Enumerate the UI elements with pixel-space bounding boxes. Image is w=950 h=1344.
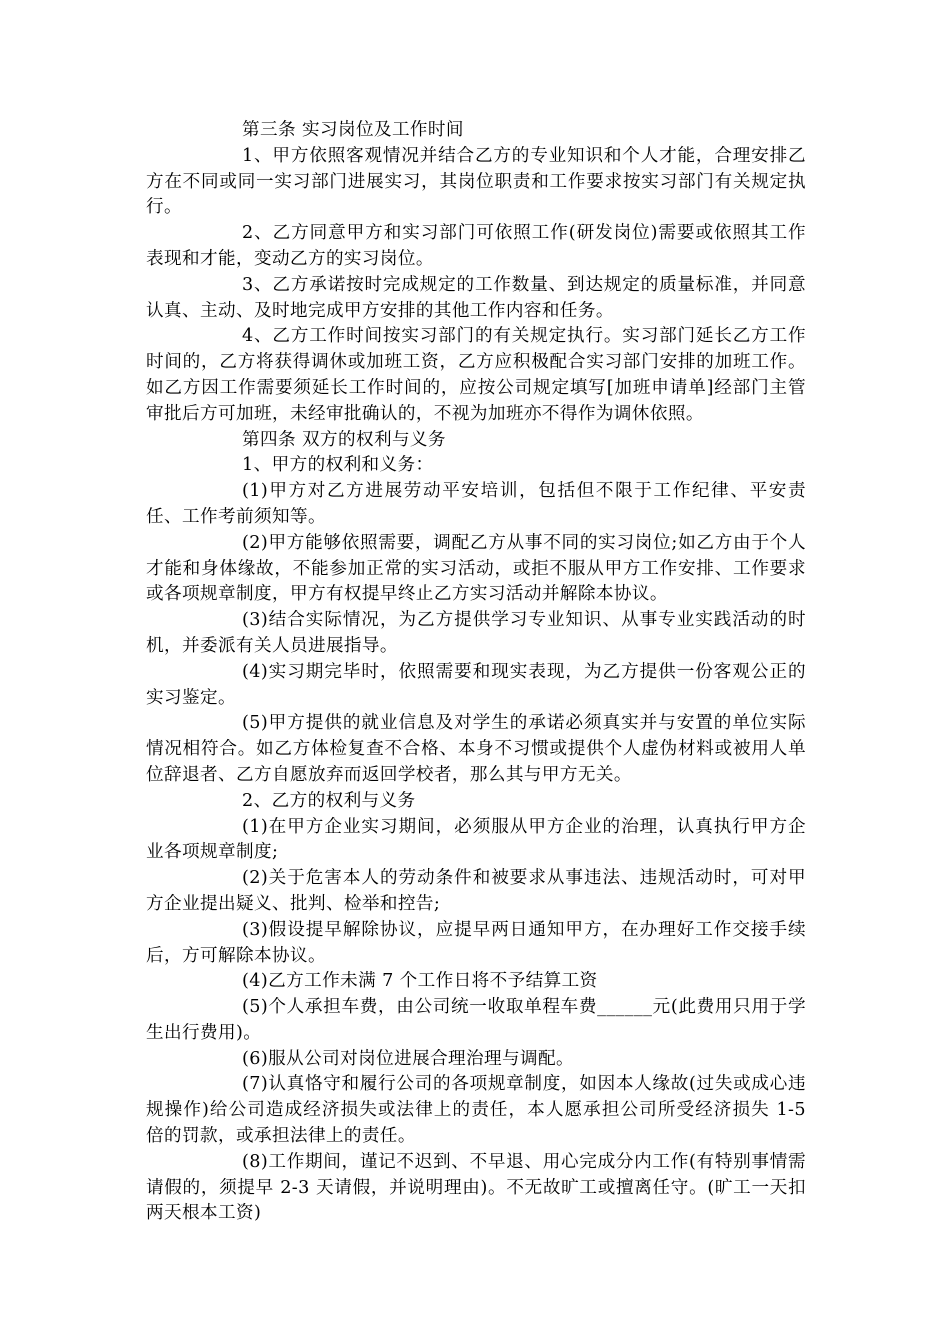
party-a-item-4: (4)实习期完毕时，依照需要和现实表现，为乙方提供一份客观公正的实习鉴定。 (146, 661, 806, 708)
party-b-item-3: (3)假设提早解除协议，应提早两日通知甲方，在办理好工作交接手续后，方可解除本协议。 (146, 919, 806, 966)
party-a-item-2: (2)甲方能够依照需要，调配乙方从事不同的实习岗位;如乙方由于个人才能和身体缘故，不能参加正常的实习活动，或拒不服从甲方工作安排、工作要求或各项规章制度，甲方有权提早终止乙方实习活动并解除本协议。 (146, 532, 806, 605)
article-3-clause-3: 3、乙方承诺按时完成规定的工作数量、到达规定的质量标准，并同意认真、主动、及时地完成甲方安排的其他工作内容和任务。 (146, 274, 806, 321)
article-4-heading: 第四条 双方的权利与义务 (242, 429, 446, 450)
party-b-item-8: (8)工作期间，谨记不迟到、不早退、用心完成分内工作(有特别事情需请假的，须提早 2-3 天请假，并说明理由)。不无故旷工或擅离任守。(旷工一天扣两天根本工资) (146, 1151, 806, 1224)
party-b-item-1: (1)在甲方企业实习期间，必须服从甲方企业的治理，认真执行甲方企业各项规章制度; (146, 816, 806, 863)
document-body (146, 118, 806, 1227)
party-b-item-7: (7)认真恪守和履行公司的各项规章制度，如因本人缘故(过失或成心违规操作)给公司造成经济损失或法律上的责任，本人愿承担公司所受经济损失 1-5 倍的罚款，或承担法律上的责任。 (146, 1074, 806, 1147)
party-a-item-5: (5)甲方提供的就业信息及对学生的承诺必须真实并与安置的单位实际情况相符合。如乙方体检复查不合格、本身不习惯或提供个人虚伪材料或被用人单位辞退者、乙方自愿放弃而返回学校者，那么其与甲方无关。 (146, 713, 806, 785)
party-a-item-1: (1)甲方对乙方进展劳动平安培训，包括但不限于工作纪律、平安责任、工作考前须知等。 (146, 481, 806, 527)
party-b-item-5: (5)个人承担车费，由公司统一收取单程车费______元(此费用只用于学生出行费用)。 (146, 997, 806, 1043)
party-b-item-2: (2)关于危害本人的劳动条件和被要求从事违法、违规活动时，可对甲方企业提出疑义、批判、检举和控告; (146, 868, 806, 914)
article-3-heading: 第三条 实习岗位及工作时间 (242, 120, 464, 140)
party-a-rights-heading: 1、甲方的权利和义务： (242, 455, 434, 476)
party-a-item-3: (3)结合实际情况，为乙方提供学习专业知识、从事专业实践活动的时机，并委派有关人员进展指导。 (146, 610, 806, 656)
article-3-clause-2: 2、乙方同意甲方和实习部门可依照工作(研发岗位)需要或依照其工作表现和才能，变动乙方的实习岗位。 (146, 223, 806, 269)
party-b-item-4: (4)乙方工作未满 7 个工作日将不予结算工资 (242, 971, 598, 992)
article-3-clause-1: 1、甲方依照客观情况并结合乙方的专业知识和个人才能，合理安排乙方在不同或同一实习部门进展实习，其岗位职责和工作要求按实习部门有关规定执行。 (146, 145, 806, 218)
party-b-item-6: (6)服从公司对岗位进展合理治理与调配。 (242, 1048, 575, 1069)
article-3-clause-4: 4、乙方工作时间按实习部门的有关规定执行。实习部门延长乙方工作时间的，乙方将获得调休或加班工资，乙方应积极配合实习部门安排的加班工作。如乙方因工作需要须延长工作时间的，应按公司规定填写[加班申请单]经部门主管审批后方可加班，未经审批确认的，不视为加班亦不得作为调休依照。 (146, 326, 806, 424)
party-b-rights-heading: 2、乙方的权利与义务 (242, 790, 416, 811)
